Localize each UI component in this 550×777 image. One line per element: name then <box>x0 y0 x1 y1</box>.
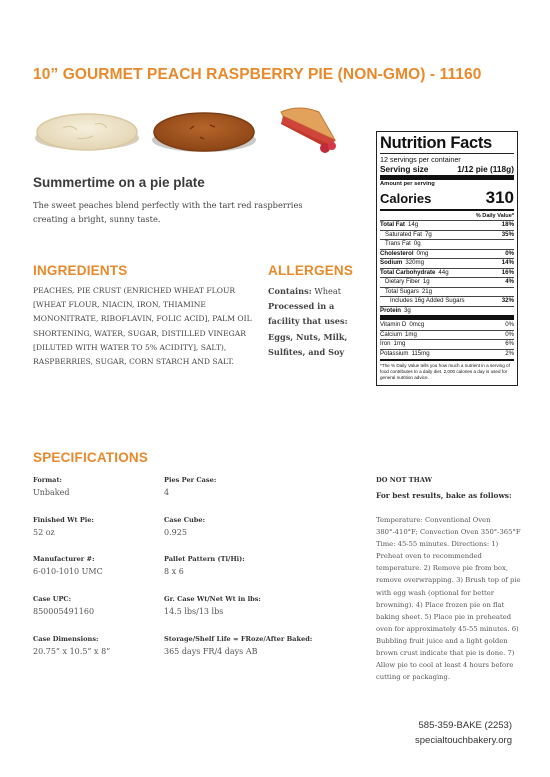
baked-pie-icon <box>150 107 258 155</box>
spec-mfr-value: 6-010-1010 UMC <box>33 567 103 576</box>
nutrient-row: Saturated Fat 7g 35% <box>380 230 514 240</box>
spec-cube-label: Case Cube: <box>164 516 206 524</box>
serving-size: Serving size 1/12 pie (118g) <box>380 164 514 174</box>
page-title: 10” GOURMET PEACH RASPBERRY PIE (NON-GMO) - 11160 <box>33 66 482 83</box>
contains-label: Contains: <box>268 286 312 296</box>
processed-text: Processed in a facility that uses: Eggs, Nuts, Milk, Sulfites, and Soy <box>268 301 348 357</box>
spec-format-label: Format: <box>33 476 62 484</box>
ingredients-text: PEACHES, PIE CRUST (ENRICHED WHEAT FLOUR [WHEAT FLOUR, NIACIN, IRON, THIAMINE MONONITRATE, RIBOFLAVIN, FOLIC ACID], PALM OIL SHORTENING, WATER, SUGAR, DISTILLED VINEGAR [DILUTED WITH WATER TO 5% ACIDITY], SALT), RASPBERRIES, SUGAR, CORN STARCH AND SALT. <box>33 286 252 367</box>
nutrient-row: Total Carbohydrate 44g 16% <box>380 268 514 276</box>
nutrient-row: Includes 16g Added Sugars 32% <box>380 296 514 306</box>
subheading: Summertime on a pie plate <box>33 175 205 190</box>
do-not-thaw: DO NOT THAW <box>376 476 433 484</box>
pie-slice-icon <box>279 102 337 154</box>
nutrition-facts-panel <box>376 131 518 386</box>
spec-upc-value: 850005491160 <box>33 607 95 616</box>
spec-pies-value: 4 <box>164 488 170 497</box>
description: The sweet peaches blend perfectly with the tart red raspberries creating a bright, sunny taste. <box>33 200 303 224</box>
contains-value: Wheat <box>314 286 342 296</box>
phone-number: 585-359-BAKE (2253) <box>418 720 512 731</box>
vitamin-rows <box>380 321 514 358</box>
daily-value-header: % Daily Value* <box>475 213 514 219</box>
spec-upc-label: Case UPC: <box>33 595 72 603</box>
vitamin-row: Potassium 115mg 2% <box>380 349 514 357</box>
spec-dims-label: Case Dimensions: <box>33 635 99 643</box>
spec-format-value: Unbaked <box>33 488 70 497</box>
amount-per-serving: Amount per serving <box>380 181 435 187</box>
nutrient-row: Sodium 320mg 14% <box>380 259 514 266</box>
spec-pallet-value: 8 x 6 <box>164 567 184 576</box>
vitamin-row: Calcium 1mg 0% <box>380 330 514 338</box>
allergens-heading: ALLERGENS <box>268 263 354 278</box>
nutrient-row: Cholesterol 0mg 0% <box>380 249 514 257</box>
spec-pallet-label: Pallet Pattern (Ti/Hi): <box>164 555 245 563</box>
spec-gross-value: 14.5 lbs/13 lbs <box>164 607 224 616</box>
spec-dims-value: 20.75” x 10.5” x 8” <box>33 647 111 656</box>
calories-row: Calories 310 <box>380 188 514 207</box>
nutrition-title: Nutrition Facts <box>380 134 492 152</box>
nutrient-row: Trans Fat 0g <box>380 239 514 249</box>
spec-weight-label: Finished Wt Pie: <box>33 516 94 524</box>
nutrient-row: Total Sugars 21g <box>380 287 514 297</box>
nutrient-rows <box>380 220 514 315</box>
ingredients-heading: INGREDIENTS <box>33 263 128 278</box>
spec-mfr-label: Manufacturer #: <box>33 555 95 563</box>
contact-info <box>415 718 512 748</box>
vitamin-row: Iron 1mg 6% <box>380 340 514 347</box>
allergens-text <box>268 284 360 360</box>
spec-storage-value: 365 days FR/4 days AB <box>164 647 258 656</box>
nutrient-row: Protein 3g <box>380 306 514 316</box>
spec-cube-value: 0.925 <box>164 528 187 537</box>
nutrient-row: Total Fat 14g 18% <box>380 221 514 228</box>
website-link[interactable]: specialtouchbakery.org <box>415 735 512 746</box>
specifications-heading: SPECIFICATIONS <box>33 450 149 465</box>
nutrition-footnote: *The % Daily Value tells you how much a nutrient in a serving of food contributes to a daily diet. 2,000 calories a day is used for general nutrition advice. <box>380 363 510 380</box>
spec-weight-value: 52 oz <box>33 528 55 537</box>
spec-pies-label: Pies Per Case: <box>164 476 217 484</box>
spec-gross-label: Gr. Case Wt/Net Wt in lbs: <box>164 595 261 603</box>
nutrient-row: Dietary Fiber 1g 4% <box>380 277 514 287</box>
baking-instructions: Temperature: Conventional Oven 380°-410°F; Convection Oven 350°-365°F Time: 45-55 minutes. Directions: 1) Preheat oven to recommended temperature. 2) Remove pie from box, remove overwrapping. 3) Brush top of pie with egg wash (optional for better browning). 4) Place frozen pie on flat baking sheet. 5) Place pie in preheated oven for approximately 45-55 minutes. 6) Bubbling fruit juice and a light golden brown crust indicate that pie is done. 7) Allow pie to cool at least 4 hours before cutting or packaging. <box>376 516 521 682</box>
servings-per-container: 12 servings per container <box>380 155 461 164</box>
vitamin-row: Vitamin D 0mcg 0% <box>380 321 514 328</box>
spec-storage-label: Storage/Shelf Life = FRoze/After Baked: <box>164 635 313 643</box>
unbaked-pie-icon <box>33 108 141 154</box>
best-results: For best results, bake as follows: <box>376 491 512 500</box>
